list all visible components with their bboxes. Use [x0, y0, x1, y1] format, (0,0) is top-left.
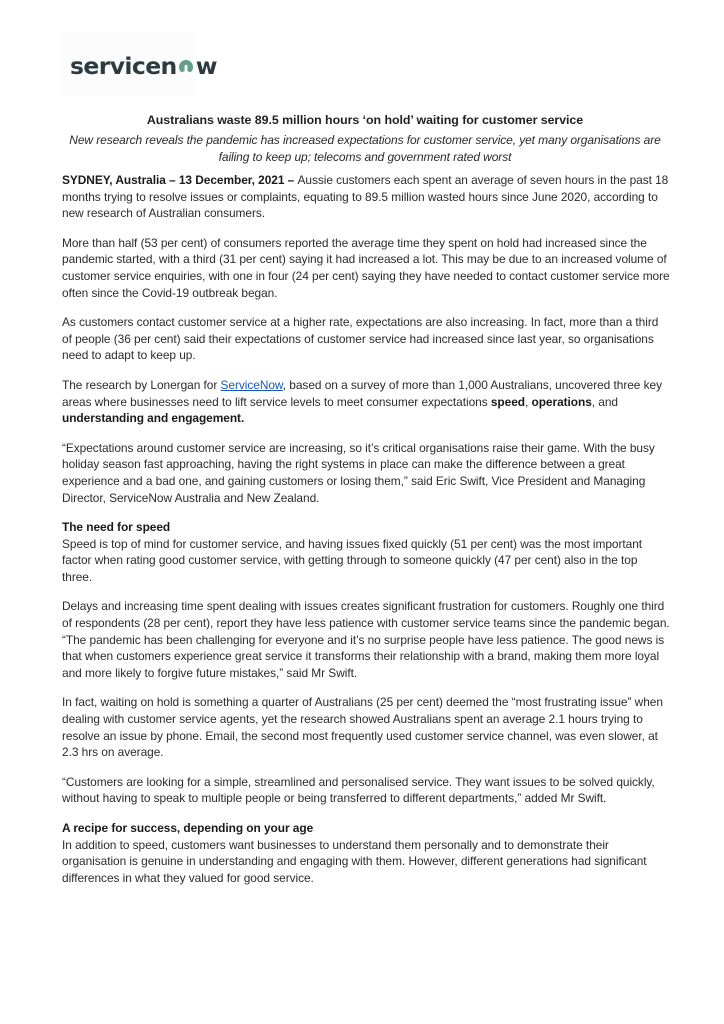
keyword-operations: operations — [531, 394, 592, 409]
keyword-speed: speed — [490, 394, 525, 409]
logo-text-before: servicen — [70, 52, 177, 81]
paragraph-2: More than half (53 per cent) of consumers reported the average time they spent on hold had increased since the pandemic started, with a third (31 per cent) saying it had increased a lot. This may be due to an increased volume of customer service enquiries, with one in four (24 per cent) saying they have needed to contact customer service more often since the Covid-19 outbreak began. — [62, 235, 670, 300]
paragraph-6: Speed is top of mind for customer service, and having issues fixed quickly (51 per cent) was the most important factor when rating good customer service, with getting through to someone quickly (47 per cent) also in the top three. — [62, 536, 643, 584]
paragraph-4-part-b: , based on a survey of more than 1,000 Australians, uncovered three key areas where businesses need to lift service levels to meet consumer expectations — [62, 377, 662, 409]
paragraph-4 — [62, 377, 670, 427]
paragraph-8: In fact, waiting on hold is something a quarter of Australians (25 per cent) deemed the “most frustrating issue” when dealing with customer service agents, yet the research showed Australians spent an average 2.1 hours trying to resolve an issue by phone. Email, the second most frequently used customer service channel, was even slower, at 2.3 hrs on average. — [62, 695, 663, 760]
paragraph-4-part-a: The research by Lonergan for — [62, 377, 221, 392]
paragraph-10: In addition to speed, customers want businesses to understand them personally and to demonstrate their organisation is genuine in understanding and engaging with them. However, different generations had significant differences in what they valued for good service. — [62, 837, 647, 885]
logo-text-after: w — [195, 52, 217, 81]
paragraph-3: As customers contact customer service at a higher rate, expectations are also increasing. In fact, more than a third of people (36 per cent) said their expectations of customer service had increased since last year, so organisations need to adapt to keep up. — [62, 315, 659, 363]
paragraph-1-text: Aussie customers each spent an average of seven hours in the past 18 months trying to resolve issues or complaints, equating to 89.5 million wasted hours since June 2020, according to new research of Australian consumers. — [62, 173, 669, 221]
servicenow-o-arch-icon — [177, 58, 195, 76]
subheading-need-for-speed: The need for speed — [62, 520, 171, 535]
servicenow-logo — [62, 32, 217, 96]
subheading-recipe-for-success: A recipe for success, depending on your age — [62, 821, 314, 835]
paragraph-9-quote: “Customers are looking for a simple, streamlined and personalised service. They want issues to be solved quickly, without having to speak to multiple people or being transferred to different departments,” added Mr Swift. — [62, 774, 655, 806]
page-subtitle: New research reveals the pandemic has increased expectations for customer service, yet many organisations are failing to keep up; telecoms and government rated worst — [69, 133, 661, 164]
body-content — [62, 172, 670, 886]
paragraph-4-part-d: , and — [591, 394, 618, 409]
keyword-understanding-engagement: understanding and engagement. — [62, 411, 245, 426]
servicenow-link[interactable]: ServiceNow — [220, 377, 283, 392]
logo-lockup — [70, 54, 217, 80]
paragraph-7: Delays and increasing time spent dealing with issues creates significant frustration for customers. Roughly one third of respondents (28 per cent), report they have less patience with customer service teams since the pandemic began. “The pandemic has been challenging for everyone and it’s no surprise people have less patience. The good news is that when customers experience great service it transforms their relationship with a brand, making them more loyal and more likely to forgive future mistakes,” said Mr Swift. — [62, 599, 670, 680]
dateline: SYDNEY, Australia – 13 December, 2021 – — [62, 173, 298, 187]
paragraph-4-part-c: , — [524, 394, 532, 409]
paragraph-5-quote: “Expectations around customer service are increasing, so it’s critical organisations raise their game. With the busy holiday season fast approaching, having the right systems in place can make the difference between a great experience and a bad one, and gaining customers or losing them,” said Eric Swift, Vice President and Managing Director, ServiceNow Australia and New Zealand. — [62, 440, 655, 505]
paragraph-dateline — [62, 172, 670, 222]
page-title: Australians waste 89.5 million hours ‘on hold’ waiting for customer service — [146, 113, 584, 127]
